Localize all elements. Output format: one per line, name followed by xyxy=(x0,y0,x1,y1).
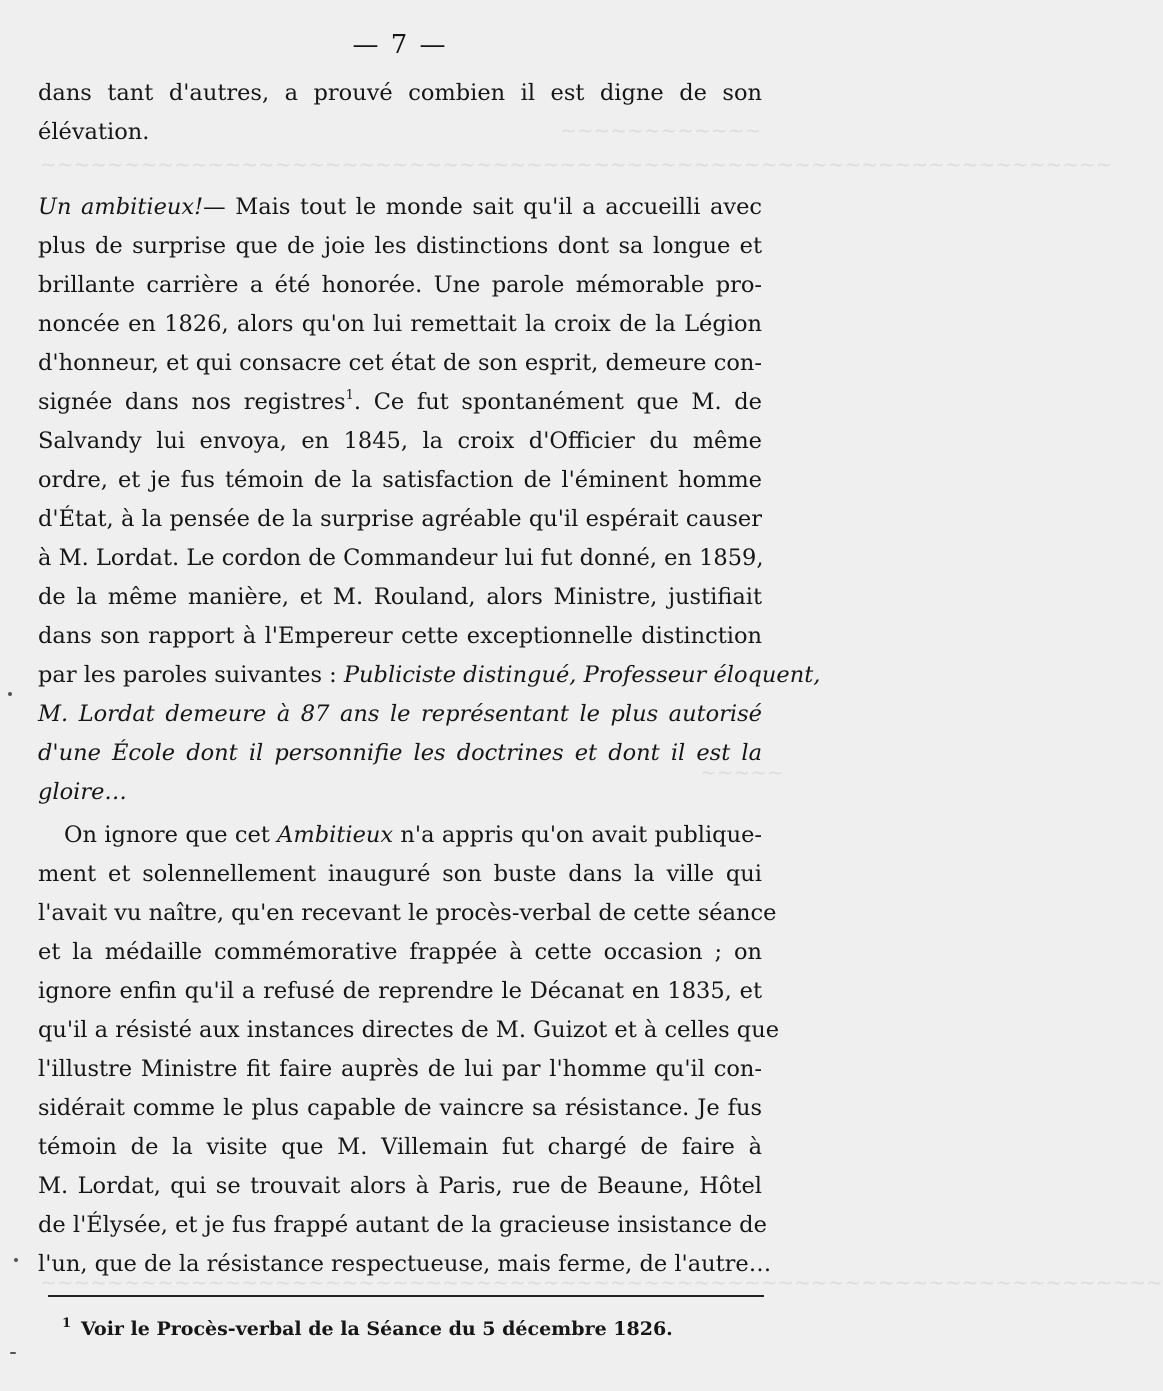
text-segment: sidérait comme le plus capable de vaincre sa résistance. Je fus xyxy=(38,1095,762,1121)
text-segment: n'a appris qu'on avait publique- xyxy=(393,822,762,848)
text-line xyxy=(38,1011,780,1050)
paper-speck xyxy=(10,1352,16,1354)
text-line xyxy=(38,539,762,578)
text-segment: M. Lordat, qui se trouvait alors à Paris, rue de Beaune, Hôtel xyxy=(38,1173,762,1199)
text-line xyxy=(38,1167,762,1206)
footnote-mark: 1 xyxy=(62,1316,72,1331)
show-through-text: ~~~~~~~~~~~~ xyxy=(560,118,762,142)
text-segment: . Ce fut spontanément que M. de xyxy=(353,389,762,415)
text-line xyxy=(38,1089,762,1128)
text-line xyxy=(38,933,762,972)
text-segment: Un ambitieux! xyxy=(38,194,204,220)
text-line xyxy=(38,1206,767,1245)
text-line xyxy=(38,227,762,266)
text-line xyxy=(38,461,762,500)
text-segment: à M. Lordat. Le cordon de Commandeur lui fut donné, en 1859, xyxy=(38,545,764,571)
text-line xyxy=(38,344,762,383)
text-segment: gloire… xyxy=(38,779,127,805)
text-line xyxy=(38,1245,772,1284)
text-segment: dans son rapport à l'Empereur cette exceptionnelle distinction xyxy=(38,623,762,649)
text-segment: dans tant d'autres, a prouvé combien il est digne de son xyxy=(38,80,762,106)
text-line xyxy=(38,1128,762,1167)
text-segment: témoin de la visite que M. Villemain fut chargé de faire à xyxy=(38,1134,762,1160)
text-segment: l'illustre Ministre fit faire auprès de lui par l'homme qu'il con- xyxy=(38,1056,762,1082)
text-line xyxy=(38,972,762,1011)
text-segment: l'un, que de la résistance respectueuse, mais ferme, de l'autre… xyxy=(38,1251,772,1277)
text-segment: de la même manière, et M. Rouland, alors Ministre, justifiait xyxy=(38,584,762,610)
text-line xyxy=(38,695,762,734)
text-segment: ordre, et je fus témoin de la satisfaction de l'éminent homme xyxy=(38,467,762,493)
text-segment: et la médaille commémorative frappée à cette occasion ; on xyxy=(38,939,762,965)
paper-speck xyxy=(8,692,12,696)
text-segment: plus de surprise que de joie les distinctions dont sa longue et xyxy=(38,233,762,259)
text-segment: élévation. xyxy=(38,119,150,145)
text-line xyxy=(38,1050,762,1089)
text-line xyxy=(38,422,762,461)
body-text xyxy=(38,74,821,1284)
show-through-text: ~~~~~~~~~~~~~~~~~~~~~~~~~~~~~~~~~~~~~~~~~~~~~~~~~~~~~~~~~~~~~~~~ xyxy=(40,152,1113,176)
text-segment: d'une École dont il personnifie les doctrines et dont il est la xyxy=(38,740,762,766)
footnote-reference: 1 xyxy=(345,388,354,403)
text-line xyxy=(38,305,762,344)
text-segment: brillante carrière a été honorée. Une parole mémorable pro- xyxy=(38,272,762,298)
text-segment: noncée en 1826, alors qu'on lui remettait la croix de la Légion xyxy=(38,311,762,337)
text-segment: Ambitieux xyxy=(277,822,394,848)
text-segment: ment et solennellement inauguré son buste dans la ville qui xyxy=(38,861,762,887)
text-segment: de l'Élysée, et je fus frappé autant de la gracieuse insistance de xyxy=(38,1212,767,1238)
show-through-text: ~~~~~~~~~~~~~~~~~~~~~~~~~~~~~~~~~~~~~~~~~~~~~~~~~~~~~~~~~~~~~~~~~~~ xyxy=(40,1270,1163,1294)
text-segment: Publiciste distingué, Professeur éloquent, xyxy=(343,662,821,688)
text-segment: Salvandy lui envoya, en 1845, la croix d'Officier du même xyxy=(38,428,762,454)
text-line xyxy=(38,113,762,152)
text-line xyxy=(38,383,762,422)
footnote-separator xyxy=(48,1295,764,1297)
text-segment: — Mais tout le monde sait qu'il a accueilli avec xyxy=(203,194,763,220)
text-line xyxy=(38,816,762,855)
footnote xyxy=(62,1316,673,1340)
text-segment: On ignore que cet xyxy=(64,822,278,848)
text-line xyxy=(38,578,762,617)
text-segment: qu'il a résisté aux instances directes de M. Guizot et à celles que xyxy=(38,1017,780,1043)
text-line xyxy=(38,773,762,812)
text-line xyxy=(38,734,762,773)
text-segment: signée dans nos registres xyxy=(38,389,346,415)
text-segment: d'honneur, et qui consacre cet état de son esprit, demeure con- xyxy=(38,350,762,376)
text-segment: par les paroles suivantes : xyxy=(38,662,344,688)
text-line xyxy=(38,617,762,656)
text-line xyxy=(38,188,762,227)
text-line xyxy=(38,500,762,539)
text-segment: l'avait vu naître, qu'en recevant le procès-verbal de cette séance xyxy=(38,900,777,926)
footnote-text: Voir le Procès-verbal de la Séance du 5 décembre 1826. xyxy=(81,1318,673,1340)
text-line xyxy=(38,894,777,933)
text-segment: d'État, à la pensée de la surprise agréable qu'il espérait causer xyxy=(38,506,762,532)
text-line xyxy=(38,855,762,894)
paper-speck xyxy=(14,1258,18,1262)
show-through-text: ~~~~~ xyxy=(700,760,784,784)
text-line xyxy=(38,74,762,113)
text-segment: M. Lordat demeure à 87 ans le représentant le plus autorisé xyxy=(38,701,762,727)
page-number: — 7 — xyxy=(352,30,448,60)
text-line xyxy=(38,266,762,305)
text-segment: ignore enfin qu'il a refusé de reprendre le Décanat en 1835, et xyxy=(38,978,762,1004)
text-line xyxy=(38,656,821,695)
